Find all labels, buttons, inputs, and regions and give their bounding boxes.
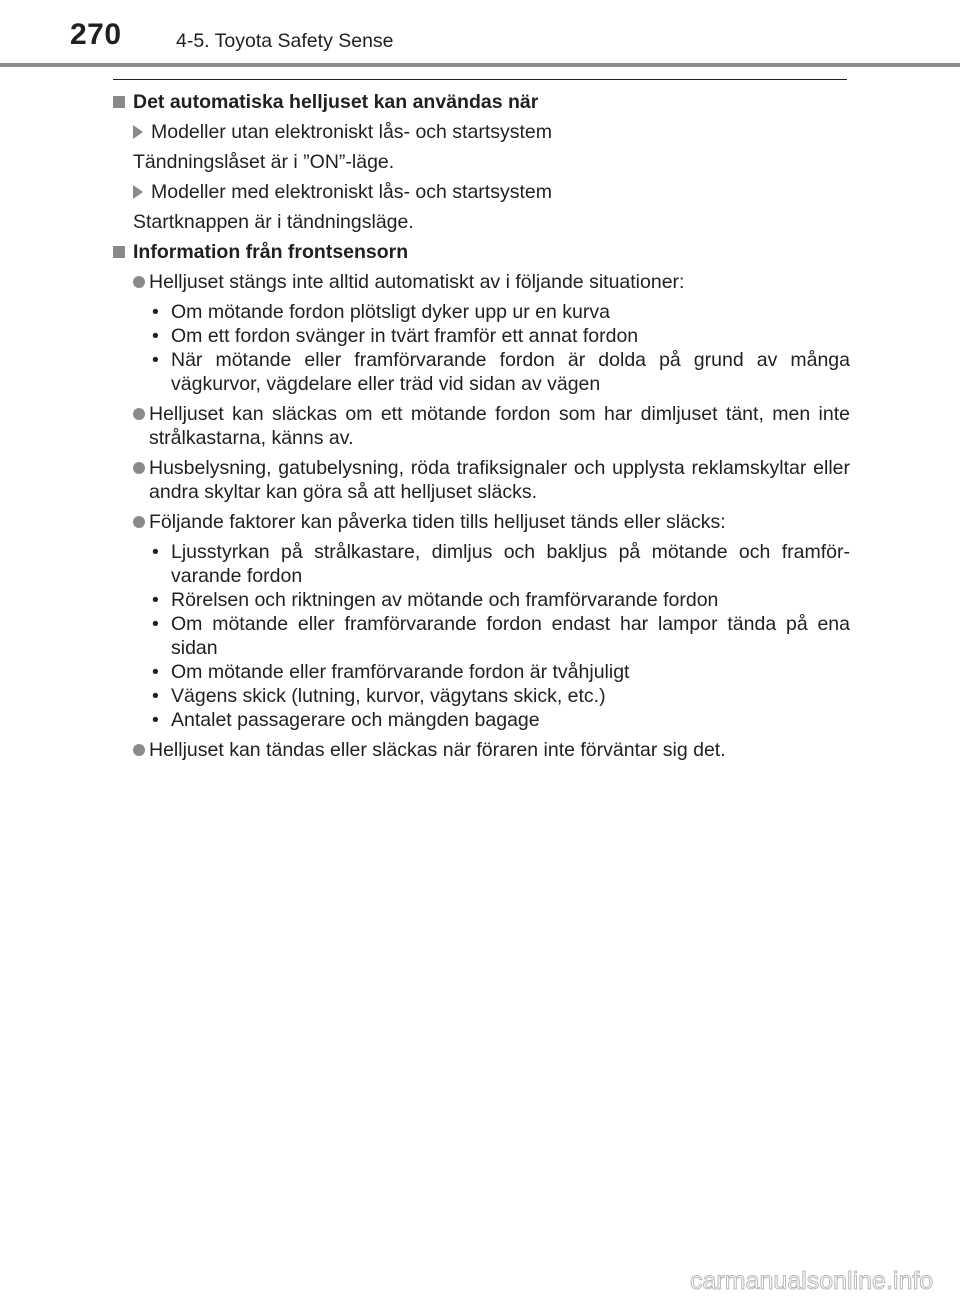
sub-list [113, 540, 850, 732]
section-title: 4-5. Toyota Safety Sense [176, 30, 394, 52]
sub-list-item-text: Om mötande fordon plötsligt dyker upp ur en kurva [171, 301, 610, 323]
section-heading-auto-high-beam [113, 90, 850, 114]
sub-list-item: • Antalet passagerare och mängden bagage [152, 709, 540, 731]
info-item [113, 456, 850, 504]
circle-bullet-icon [133, 744, 145, 756]
sub-list-item-text: Vägens skick (lutning, kurvor, vägytans skick, etc.) [171, 685, 606, 707]
condition-label-text: Modeller utan elektroniskt lås- och startsystem [151, 121, 552, 143]
info-item-text: Följande faktorer kan påverka tiden tills helljuset tänds eller släcks: [149, 511, 726, 533]
header-rule [0, 63, 960, 67]
info-item-text: Helljuset kan släckas om ett mötande fordon som har dimljuset tänt, men inte strålkastarna, känns av. [149, 403, 850, 449]
sub-list-item: • Om mötande eller framförvarande fordon är tvåhjuligt [152, 661, 630, 683]
circle-bullet-icon [133, 408, 145, 420]
sub-list-item: • Om ett fordon svänger in tvärt framför ett annat fordon [152, 325, 639, 347]
sub-list-item-text: Om mötande eller framförvarande fordon endast har lampor tända på ena sidan [171, 613, 850, 659]
triangle-arrow-icon [133, 185, 143, 199]
info-item-text: Husbelysning, gatubelysning, röda trafiksignaler och upplysta reklamskyltar eller andra skyltar kan göra så att helljuset släcks. [149, 457, 850, 503]
circle-bullet-icon [133, 516, 145, 528]
condition-text: Startknappen är i tändningsläge. [133, 211, 414, 233]
sub-list-item-text: När mötande eller framförvarande fordon är dolda på grund av många vägkurvor, vägdelare eller träd vid sidan av vägen [171, 349, 850, 395]
info-item [113, 738, 850, 762]
sub-list-item: • Rörelsen och riktningen av mötande och framförvarande fordon [152, 589, 719, 611]
watermark-logo [690, 1262, 952, 1298]
page-content [113, 90, 850, 768]
info-item [113, 270, 850, 294]
heading-text: Det automatiska helljuset kan användas när [133, 91, 539, 113]
info-item [113, 510, 850, 534]
condition-text: Tändningslåset är i ”ON”-läge. [133, 151, 395, 173]
square-bullet-icon [113, 96, 125, 108]
heading-text: Information från frontsensorn [133, 241, 409, 263]
sub-list-item: • Om mötande fordon plötsligt dyker upp ur en kurva [152, 301, 610, 323]
condition-label-text: Modeller med elektroniskt lås- och startsystem [151, 181, 552, 203]
condition-label [113, 120, 850, 144]
page-header [0, 0, 960, 70]
sub-list-item-text: Om mötande eller framförvarande fordon är tvåhjuligt [171, 661, 630, 683]
page-number: 270 [70, 18, 122, 51]
info-item-text: Helljuset stängs inte alltid automatiskt av i följande situationer: [149, 271, 685, 293]
sub-list-item: • Ljusstyrkan på strålkastare, dimljus och bakljus på mötande och framför-varande fordon [152, 541, 850, 587]
sub-list-item: • Vägens skick (lutning, kurvor, vägytans skick, etc.) [152, 685, 606, 707]
svg-text:carmanualsonline.info: carmanualsonline.info [690, 1267, 934, 1295]
info-item [113, 402, 850, 450]
sub-list-item: • När mötande eller framförvarande fordon är dolda på grund av många vägkurvor, vägdelare eller träd vid sidan av vägen [152, 349, 850, 395]
triangle-arrow-icon [133, 125, 143, 139]
sub-list-item-text: Ljusstyrkan på strålkastare, dimljus och bakljus på mötande och framför-varande fordon [171, 541, 850, 587]
circle-bullet-icon [133, 462, 145, 474]
circle-bullet-icon [133, 276, 145, 288]
square-bullet-icon [113, 246, 125, 258]
condition-label [113, 180, 850, 204]
sub-list [113, 300, 850, 396]
sub-list-item-text: Om ett fordon svänger in tvärt framför ett annat fordon [171, 325, 639, 347]
content-divider [113, 79, 847, 80]
sub-list-item-text: Antalet passagerare och mängden bagage [171, 709, 540, 731]
sub-list-item-text: Rörelsen och riktningen av mötande och framförvarande fordon [171, 589, 719, 611]
section-heading-front-sensor [113, 240, 850, 264]
info-item-text: Helljuset kan tändas eller släckas när föraren inte förväntar sig det. [149, 739, 726, 761]
sub-list-item: • Om mötande eller framförvarande fordon endast har lampor tända på ena sidan [152, 613, 850, 659]
